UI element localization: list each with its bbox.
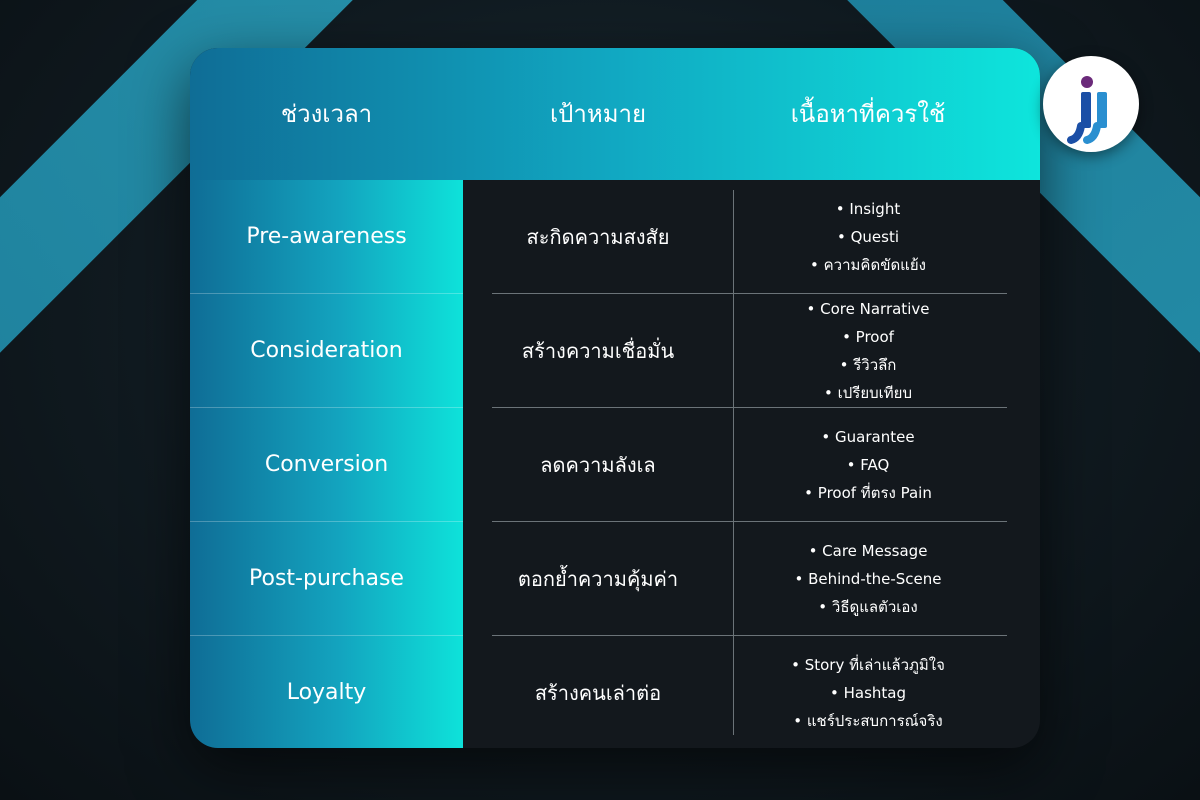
content-item: • Insight <box>835 199 901 218</box>
content-item: • Questi <box>836 227 900 246</box>
content-cell <box>733 294 1003 407</box>
content-item: • เปรียบเทียบ <box>824 383 912 402</box>
content-item: • วิธีดูแลตัวเอง <box>818 597 918 616</box>
stage-column <box>190 180 463 748</box>
content-item: • Hashtag <box>829 683 906 702</box>
content-item: • Core Narrative <box>806 299 930 318</box>
header-time-period: ช่วงเวลา <box>280 100 373 128</box>
stage-conversion: Conversion <box>190 408 463 522</box>
goal-cell: สะกิดความสงสัย <box>526 224 670 249</box>
content-item: • Proof ที่ตรง Pain <box>804 483 932 502</box>
content-item: • แชร์ประสบการณ์จริง <box>793 711 943 730</box>
content-cell <box>733 180 1003 293</box>
jj-logo-icon <box>1043 56 1139 152</box>
stage-pre-awareness: Pre-awareness <box>190 180 463 294</box>
content-item: • รีวิวลึก <box>839 355 897 374</box>
content-item: • Story ที่เล่าแล้วภูมิใจ <box>791 655 945 674</box>
content-item: • Care Message <box>808 541 928 560</box>
stage-post-purchase: Post-purchase <box>190 522 463 636</box>
goal-cell: ตอกย้ำความคุ้มค่า <box>517 566 679 591</box>
stage-consideration: Consideration <box>190 294 463 408</box>
content-item: • Guarantee <box>821 427 915 446</box>
stage-loyalty: Loyalty <box>190 636 463 748</box>
content-cell <box>733 522 1003 635</box>
jj-logo-graphic <box>1043 56 1139 152</box>
content-stage-table <box>190 48 1040 748</box>
content-item: • FAQ <box>846 455 890 474</box>
content-cell <box>733 636 1003 748</box>
content-item: • Proof <box>842 327 894 346</box>
header-content: เนื้อหาที่ควรใช้ <box>790 100 946 128</box>
header-goal: เป้าหมาย <box>549 100 647 128</box>
goal-cell: สร้างความเชื่อมั่น <box>521 338 675 363</box>
content-item: • ความคิดขัดแย้ง <box>810 255 926 274</box>
content-cell <box>733 408 1003 521</box>
table-header <box>190 48 1040 180</box>
goal-cell: สร้างคนเล่าต่อ <box>534 680 662 705</box>
content-item: • Behind-the-Scene <box>794 569 942 588</box>
goal-cell: ลดความลังเล <box>540 452 656 477</box>
